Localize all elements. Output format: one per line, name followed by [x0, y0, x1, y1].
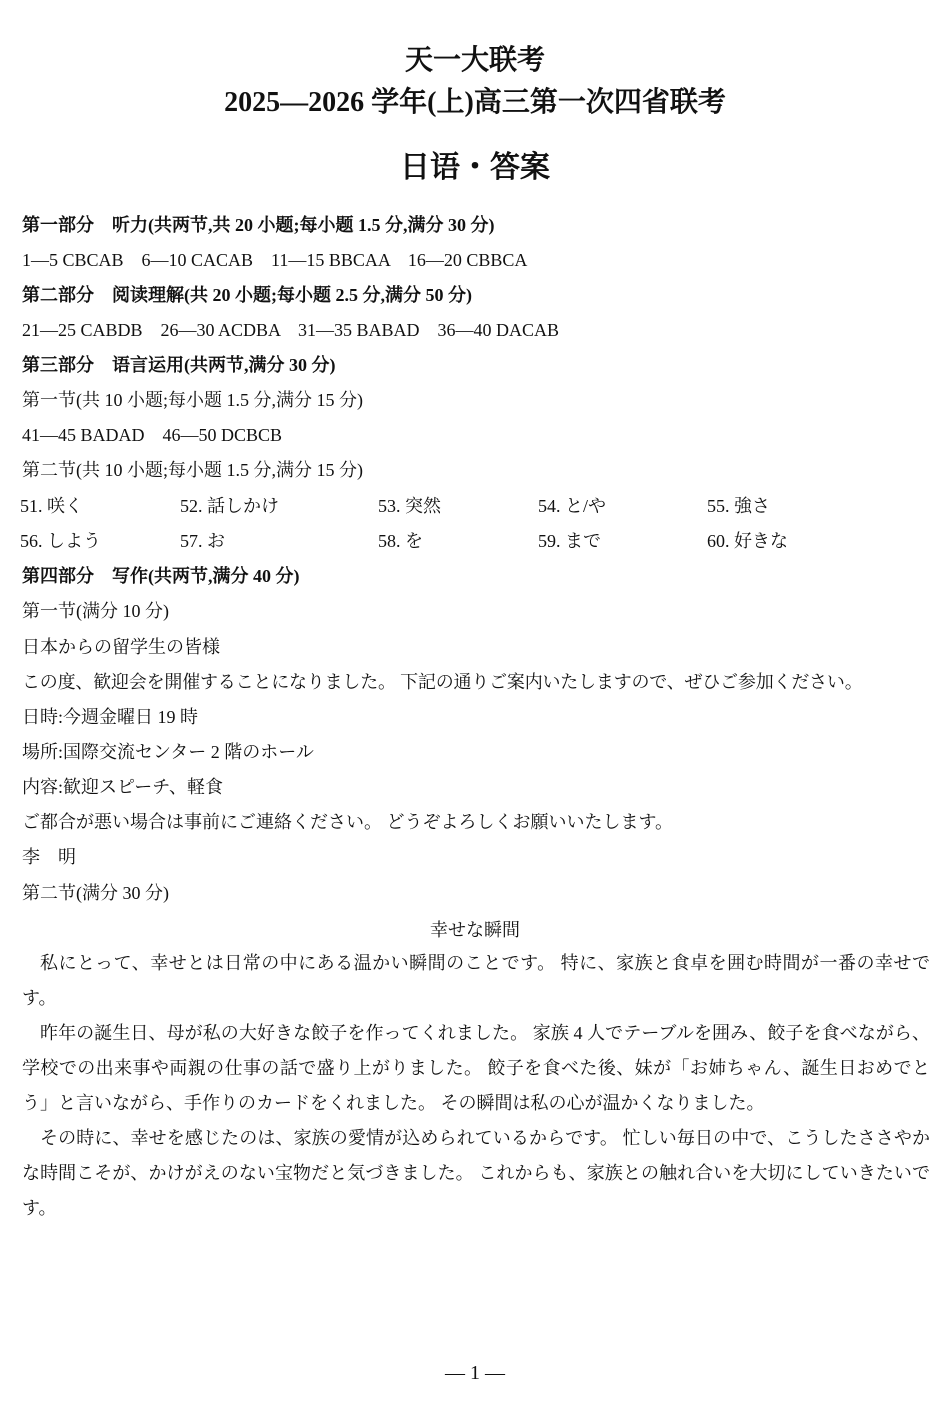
notice-greeting: 日本からの留学生の皆様 — [22, 637, 220, 657]
notice-signature: 李 明 — [22, 847, 76, 867]
answer-54: 54. と/や — [538, 496, 607, 516]
answer-55: 55. 強さ — [707, 496, 770, 516]
answer-58: 58. を — [378, 531, 423, 551]
part2-heading: 第二部分 阅读理解(共 20 小题;每小题 2.5 分,满分 50 分) — [22, 285, 472, 305]
answer-59: 59. まで — [538, 531, 601, 551]
subject-title: 日语・答案 — [400, 151, 550, 184]
part4-section2-heading: 第二节(满分 30 分) — [22, 883, 169, 903]
part3-section1-answers: 41—45 BADAD 46—50 DCBCB — [22, 425, 283, 445]
part3-section2-heading: 第二节(共 10 小题;每小题 1.5 分,满分 15 分) — [22, 460, 363, 480]
answer-56: 56. しよう — [20, 531, 101, 551]
notice-intro: この度、歓迎会を開催することになりました。 下記の通りご案内いたしますので、ぜひご参加ください。 — [22, 672, 863, 692]
notice-closing: ご都合が悪い場合は事前にご連絡ください。 どうぞよろしくお願いいたします。 — [22, 812, 674, 832]
notice-datetime: 日時:今週金曜日 19 時 — [22, 707, 199, 727]
part4-section1-heading: 第一节(满分 10 分) — [22, 601, 169, 621]
part4-heading: 第四部分 写作(共两节,满分 40 分) — [22, 566, 300, 586]
notice-content: 内容:歓迎スピーチ、軽食 — [22, 777, 224, 797]
part2-answers: 21—25 CABDB 26—30 ACDBA 31—35 BABAD 36—40 DACAB — [22, 320, 560, 340]
notice-venue: 場所:国際交流センター 2 階のホール — [22, 742, 314, 762]
essay-paragraph-1: 私にとって、幸せとは日常の中にある温かい瞬間のことです。 特に、家族と食卓を囲む時間が一番の幸せです。 — [22, 953, 930, 1008]
part1-heading: 第一部分 听力(共两节,共 20 小题;每小题 1.5 分,满分 30 分) — [22, 215, 495, 235]
part3-section1-heading: 第一节(共 10 小题;每小题 1.5 分,满分 15 分) — [22, 390, 363, 410]
part1-answers: 1—5 CBCAB 6—10 CACAB 11—15 BBCAA 16—20 CBBCA — [22, 250, 528, 270]
answer-60: 60. 好きな — [707, 531, 788, 551]
essay-paragraph-3: その時に、幸せを感じたのは、家族の愛情が込められているからです。 忙しい毎日の中で、こうしたささやかな時間こそが、かけがえのない宝物だと気づきました。 これからも、家族との触れ合いを大切にしていきたいです。 — [22, 1128, 930, 1218]
answer-53: 53. 突然 — [378, 496, 441, 516]
essay-title: 幸せな瞬間 — [430, 920, 520, 940]
answer-57: 57. お — [180, 531, 225, 551]
page-number: — 1 — — [445, 1362, 505, 1384]
part3-heading: 第三部分 语言运用(共两节,满分 30 分) — [22, 355, 336, 375]
exam-organization: 天一大联考 — [404, 45, 545, 76]
answer-52: 52. 話しかけ — [180, 496, 279, 516]
answer-51: 51. 咲く — [20, 496, 83, 516]
essay-paragraph-2: 昨年の誕生日、母が私の大好きな餃子を作ってくれました。 家族 4 人でテーブルを囲み、餃子を食べながら、学校での出来事や両親の仕事の話で盛り上がりました。 餃子を食べた後、妹が「お姉ちゃん、誕生日おめでとう」と言いながら、手作りのカードをくれました。 その瞬間は私の心が温かくなりました。 — [22, 1023, 930, 1113]
exam-title: 2025—2026 学年(上)高三第一次四省联考 — [224, 87, 726, 118]
